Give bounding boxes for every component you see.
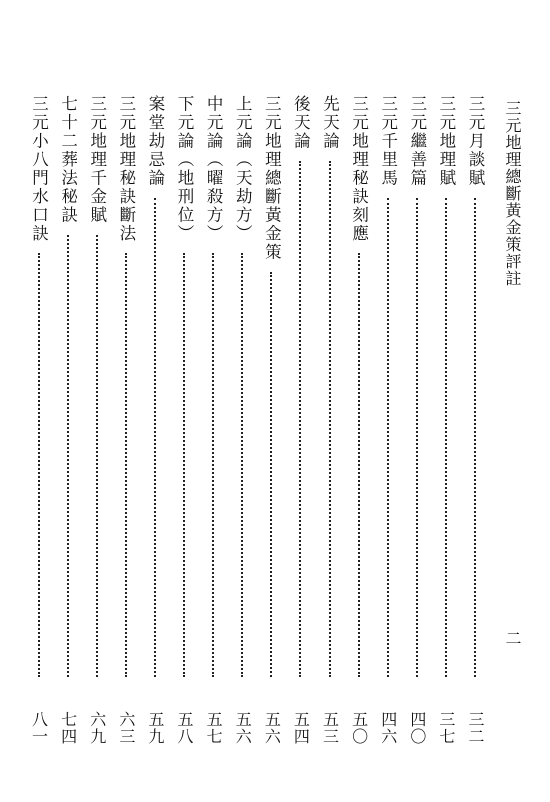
toc-entry xyxy=(348,95,370,745)
dot-leader xyxy=(241,253,243,677)
toc-entry-title: 三元地理千金賦 xyxy=(87,95,107,225)
toc-entry-page: 八一 xyxy=(29,711,49,745)
toc-entry-page: 五三 xyxy=(320,711,340,745)
toc-entry-page: 三七 xyxy=(436,711,456,745)
dot-leader xyxy=(358,253,360,677)
toc-entry-title: 先天論 xyxy=(320,95,340,151)
page-number: 二 xyxy=(503,630,522,648)
book-title: 三元地理總斷黃金策評註 xyxy=(503,100,522,287)
dot-leader xyxy=(387,198,389,677)
toc-entry-title: 案堂劫忌論 xyxy=(145,95,165,188)
toc-entry-title: 三元繼善篇 xyxy=(407,95,427,188)
toc-entry xyxy=(289,95,311,745)
toc-entry-title: 三元千里馬 xyxy=(378,95,398,188)
toc-entry-page: 四〇 xyxy=(407,711,427,745)
dot-leader xyxy=(270,272,272,677)
toc-entry xyxy=(57,95,79,745)
dot-leader xyxy=(416,198,418,677)
toc-entry xyxy=(144,95,166,745)
dot-leader xyxy=(212,253,214,677)
toc-entry-title: 七十二葬法秘訣 xyxy=(58,95,78,225)
toc-entry xyxy=(202,95,224,745)
toc-entry-title: 三元月談賦 xyxy=(466,95,485,188)
toc-entry-page: 六三 xyxy=(116,711,136,745)
toc-entry-title: 三元小八門水口訣 xyxy=(29,95,49,243)
toc-entry-page: 六九 xyxy=(87,711,107,745)
toc-entry-title: 三元地理賦 xyxy=(436,95,456,188)
dot-leader xyxy=(67,235,69,677)
toc-entry xyxy=(173,95,195,745)
toc-entry-page: 七四 xyxy=(58,711,78,745)
toc-entry-page: 五九 xyxy=(145,711,165,745)
toc-entry-title: 上元論（天劫方） xyxy=(233,95,253,243)
toc-entry xyxy=(319,95,341,745)
toc-entry-page: 三二 xyxy=(466,711,485,745)
toc-entry-page: 五八 xyxy=(175,711,194,745)
dot-leader xyxy=(474,198,476,677)
toc-entry xyxy=(464,95,486,745)
toc-entry xyxy=(377,95,399,745)
toc-entry-page: 五〇 xyxy=(349,711,369,745)
dot-leader xyxy=(445,198,447,677)
dot-leader xyxy=(183,253,185,677)
dot-leader xyxy=(96,235,98,677)
toc-entry-title: 中元論（曜殺方） xyxy=(204,95,224,243)
dot-leader xyxy=(154,198,156,677)
dot-leader xyxy=(125,253,127,677)
toc-entry-title: 後天論 xyxy=(291,95,311,151)
toc-entry xyxy=(231,95,253,745)
toc-entry-title: 三元地理秘訣斷法 xyxy=(116,95,136,243)
toc-entry-page: 五四 xyxy=(291,711,311,745)
toc-entry xyxy=(435,95,457,745)
dot-leader xyxy=(329,161,331,677)
toc-entry xyxy=(406,95,428,745)
toc-entry-title: 三元地理秘訣刻應 xyxy=(349,95,369,243)
toc-entry-page: 五六 xyxy=(262,711,282,745)
toc-entry xyxy=(28,95,50,745)
dot-leader xyxy=(299,161,301,677)
dot-leader xyxy=(38,253,40,677)
toc-entry xyxy=(86,95,108,745)
toc-entry-page: 四六 xyxy=(378,711,398,745)
toc-entry-title: 三元地理總斷黃金策 xyxy=(262,95,282,262)
toc-entry xyxy=(115,95,137,745)
toc-entry-page: 五七 xyxy=(204,711,224,745)
toc-entry-page: 五六 xyxy=(233,711,253,745)
toc-entry xyxy=(260,95,282,745)
toc-entry-title: 下元論（地刑位） xyxy=(175,95,194,243)
